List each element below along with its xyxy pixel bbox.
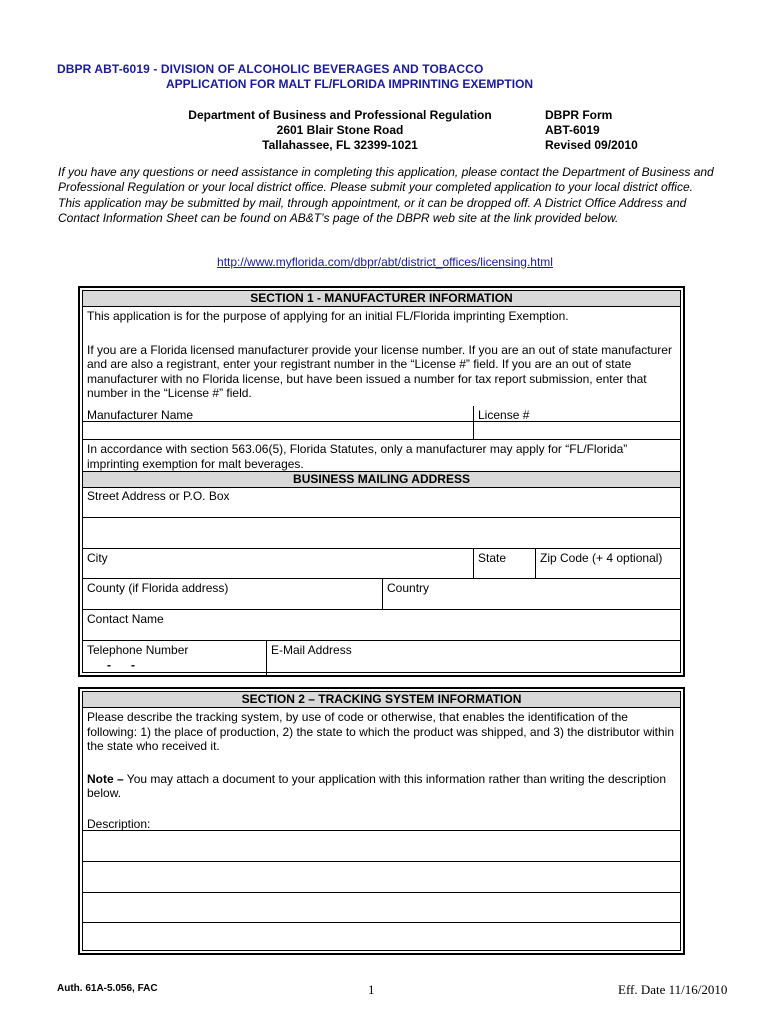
department-address — [160, 108, 520, 153]
mailing-address-title: BUSINESS MAILING ADDRESS — [83, 471, 680, 488]
dept-city: Tallahassee, FL 32399-1021 — [262, 138, 418, 152]
description-line-2[interactable] — [83, 862, 680, 893]
section2-instructions — [83, 708, 680, 831]
telephone-mask: - - — [107, 657, 135, 672]
section1-purpose: This application is for the purpose of applying for an initial FL/Florida imprinting Exemption. — [87, 309, 569, 323]
country-label: Country — [387, 581, 430, 595]
country-field[interactable] — [382, 579, 680, 609]
county-label: County (if Florida address) — [87, 581, 229, 595]
form-id-block — [545, 108, 638, 153]
zip-code-field[interactable] — [535, 549, 680, 578]
note-label: Note – — [87, 771, 124, 786]
license-number-field[interactable] — [473, 406, 680, 439]
county-field[interactable] — [83, 579, 382, 609]
description-line-3[interactable] — [83, 893, 680, 923]
contact-name-field[interactable] — [83, 610, 680, 641]
section2-box — [78, 687, 685, 955]
phone-email-row — [83, 641, 680, 676]
state-field[interactable] — [473, 549, 535, 578]
form-title-line2: APPLICATION FOR MALT FL/FLORIDA IMPRINTING EXEMPTION — [166, 77, 534, 91]
telephone-field[interactable] — [83, 641, 266, 676]
form-number: ABT-6019 — [545, 123, 600, 137]
statute-note-text: In accordance with section 563.06(5), Florida Statutes, only a manufacturer may apply for “FL/Florida” imprinting exemption for malt beverages. — [87, 442, 628, 471]
street-address-field[interactable] — [83, 487, 680, 518]
statute-note — [83, 440, 680, 473]
footer-authority: Auth. 61A-5.056, FAC — [57, 983, 158, 994]
description-line-4[interactable] — [83, 923, 680, 954]
section1-license-instructions: If you are a Florida licensed manufacturer provide your license number. If you are an out of state manufacturer and are also a registrant, enter your registrant number in the “License #” field. If you are an out of state manufacturer with no Florida license, but have been issued a number for tax report submission, enter that number in the “License #” field. — [87, 342, 672, 400]
district-offices-link[interactable]: http://www.myflorida.com/dbpr/abt/district_offices/licensing.html — [217, 255, 553, 269]
effective-date: Eff. Date 11/16/2010 — [618, 982, 728, 997]
dept-name: Department of Business and Professional Regulation — [188, 108, 492, 122]
contact-name-label: Contact Name — [87, 612, 164, 626]
form-label: DBPR Form — [545, 108, 613, 122]
section2-note — [83, 770, 680, 803]
section2-description: Please describe the tracking system, by use of code or otherwise, that enables the identification of the following: 1) the place of production, 2) the state to which the product was shipped, and 3) the distributor within the state who received it. — [87, 710, 675, 753]
city-label: City — [87, 551, 108, 565]
county-row — [83, 579, 680, 610]
section1-box — [78, 286, 685, 677]
state-label: State — [478, 551, 507, 565]
intro-paragraph: If you have any questions or need assistance in completing this application, please contact the Department of Business and Professional Regulation or your local district office. Please submit your completed application to your local district office. This application may be submitted by mail, through appointment, or it can be dropped off. A District Office Address and Contact Information Sheet can be found on AB&T’s page of the DBPR web site at the link provided below. — [58, 165, 714, 225]
form-title-line1: DBPR ABT-6019 - DIVISION OF ALCOHOLIC BEVERAGES AND TOBACCO — [57, 62, 484, 76]
section1-title: SECTION 1 - MANUFACTURER INFORMATION — [83, 291, 680, 307]
zip-code-label: Zip Code (+ 4 optional) — [540, 551, 663, 565]
manufacturer-name-label: Manufacturer Name — [87, 408, 194, 422]
license-label: License # — [478, 408, 530, 422]
manufacturer-row — [83, 406, 680, 440]
email-label: E-Mail Address — [271, 643, 352, 657]
street-address-line2-field[interactable] — [83, 518, 680, 549]
section1-instructions — [83, 307, 680, 422]
form-revised: Revised 09/2010 — [545, 138, 638, 152]
description-label: Description: — [87, 816, 151, 831]
dept-street: 2601 Blair Stone Road — [276, 123, 404, 137]
description-line-1[interactable] — [83, 831, 680, 862]
section2-title: SECTION 2 – TRACKING SYSTEM INFORMATION — [83, 692, 680, 708]
telephone-label: Telephone Number — [87, 643, 189, 657]
page-number: 1 — [368, 982, 375, 997]
city-row — [83, 549, 680, 579]
city-field[interactable] — [83, 549, 473, 578]
email-field[interactable] — [266, 641, 680, 676]
street-address-label: Street Address or P.O. Box — [87, 489, 230, 503]
manufacturer-name-field[interactable] — [83, 406, 473, 439]
note-text: You may attach a document to your application with this information rather than writing the description below. — [87, 771, 666, 800]
